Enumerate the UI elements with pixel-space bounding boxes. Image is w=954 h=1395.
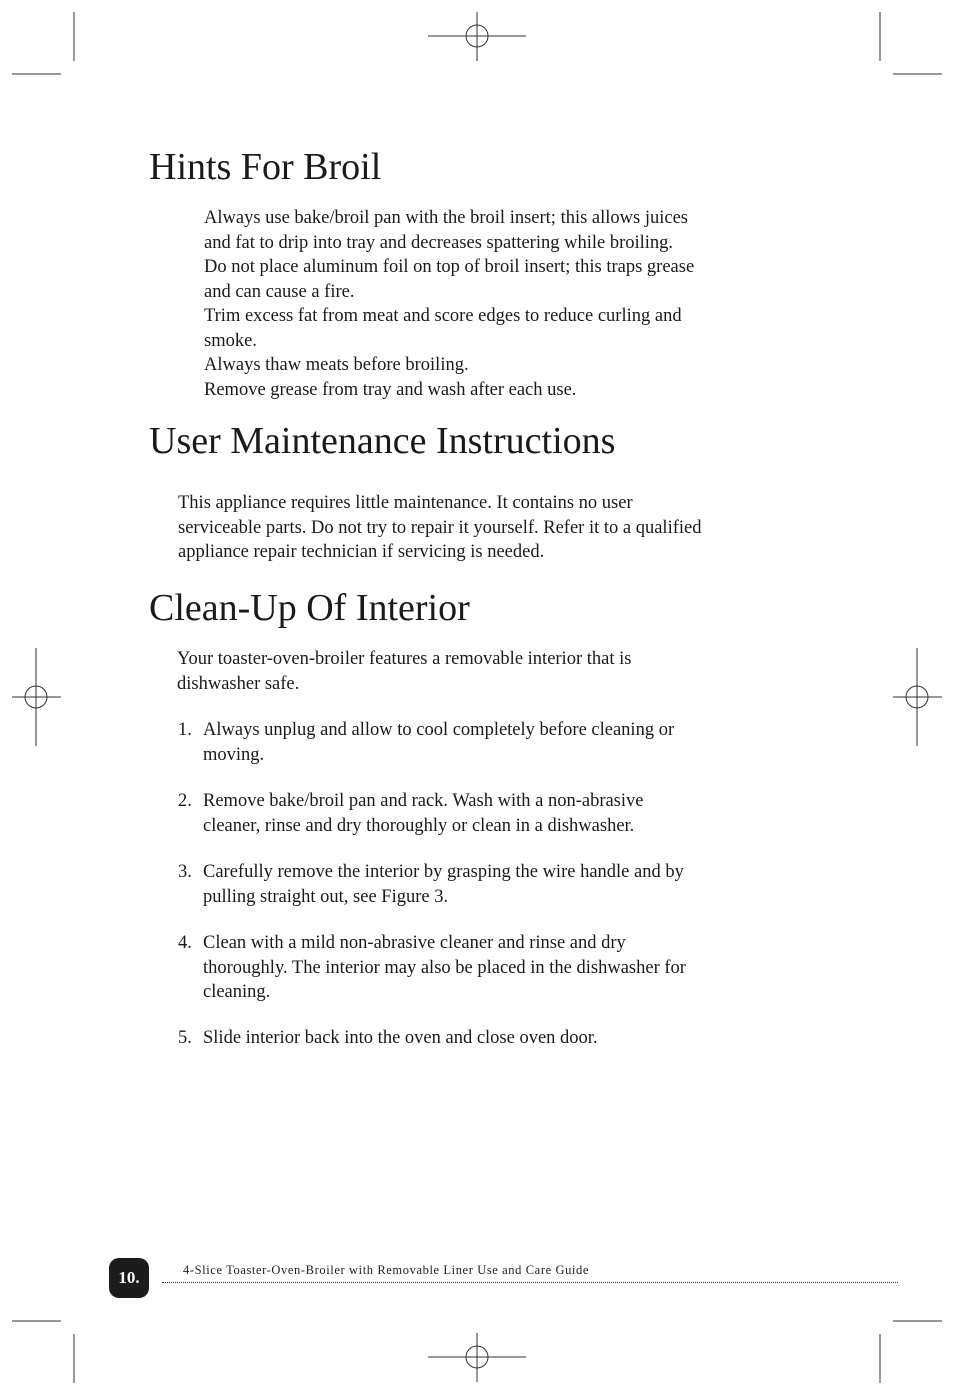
hints-for-broil-body — [204, 206, 694, 402]
hint-line: Do not place aluminum foil on top of broil insert; this traps grease — [204, 257, 695, 277]
maintenance-line: This appliance requires little maintenance. It contains no user — [178, 493, 633, 513]
step-number: 3. — [178, 862, 192, 882]
user-maintenance-heading: User Maintenance Instructions — [149, 420, 616, 462]
hint-line: Always thaw meats before broiling. — [204, 355, 469, 375]
hint-line: smoke. — [204, 330, 257, 351]
hint-line: and can cause a fire. — [204, 281, 355, 302]
step-line: Slide interior back into the oven and close oven door. — [203, 1028, 598, 1048]
clean-up-heading: Clean-Up Of Interior — [149, 587, 470, 629]
hint-line: Remove grease from tray and wash after each use. — [204, 379, 577, 400]
hint-line: Always use bake/broil pan with the broil insert; this allows juices — [204, 208, 688, 228]
step-line: cleaner, rinse and dry thoroughly or clean in a dishwasher. — [203, 815, 635, 836]
step-line: pulling straight out, see Figure 3. — [203, 886, 449, 907]
step-line: Remove bake/broil pan and rack. Wash with a non-abrasive — [203, 791, 644, 811]
maintenance-line: appliance repair technician if servicing is needed. — [178, 542, 545, 562]
step-number: 1. — [178, 720, 192, 740]
user-maintenance-body — [178, 491, 701, 565]
step-line: Carefully remove the interior by grasping the wire handle and by — [203, 862, 684, 882]
step-line: moving. — [203, 744, 265, 765]
step-line: cleaning. — [203, 982, 271, 1002]
step-line: Always unplug and allow to cool completely before cleaning or — [203, 720, 675, 740]
step-line: thoroughly. The interior may also be placed in the dishwasher for — [203, 957, 686, 978]
clean-up-intro — [177, 647, 631, 696]
step-number: 5. — [178, 1028, 192, 1048]
hint-line: Trim excess fat from meat and score edges to reduce curling and — [204, 306, 682, 326]
page-number-badge: 10. — [109, 1258, 149, 1298]
maintenance-line: serviceable parts. Do not try to repair it yourself. Refer it to a qualified — [178, 517, 702, 538]
step-line: Clean with a mild non-abrasive cleaner and rinse and dry — [203, 933, 626, 953]
intro-line: Your toaster-oven-broiler features a removable interior that is — [177, 649, 632, 669]
footer-guide-title: 4-Slice Toaster-Oven-Broiler with Removable Liner Use and Care Guide — [183, 1263, 589, 1277]
hints-for-broil-heading: Hints For Broil — [149, 146, 382, 188]
hint-line: and fat to drip into tray and decreases spattering while broiling. — [204, 232, 674, 253]
footer-dotted-rule — [162, 1282, 898, 1283]
step-number: 2. — [178, 791, 192, 811]
step-number: 4. — [178, 933, 192, 953]
intro-line: dishwasher safe. — [177, 673, 300, 694]
